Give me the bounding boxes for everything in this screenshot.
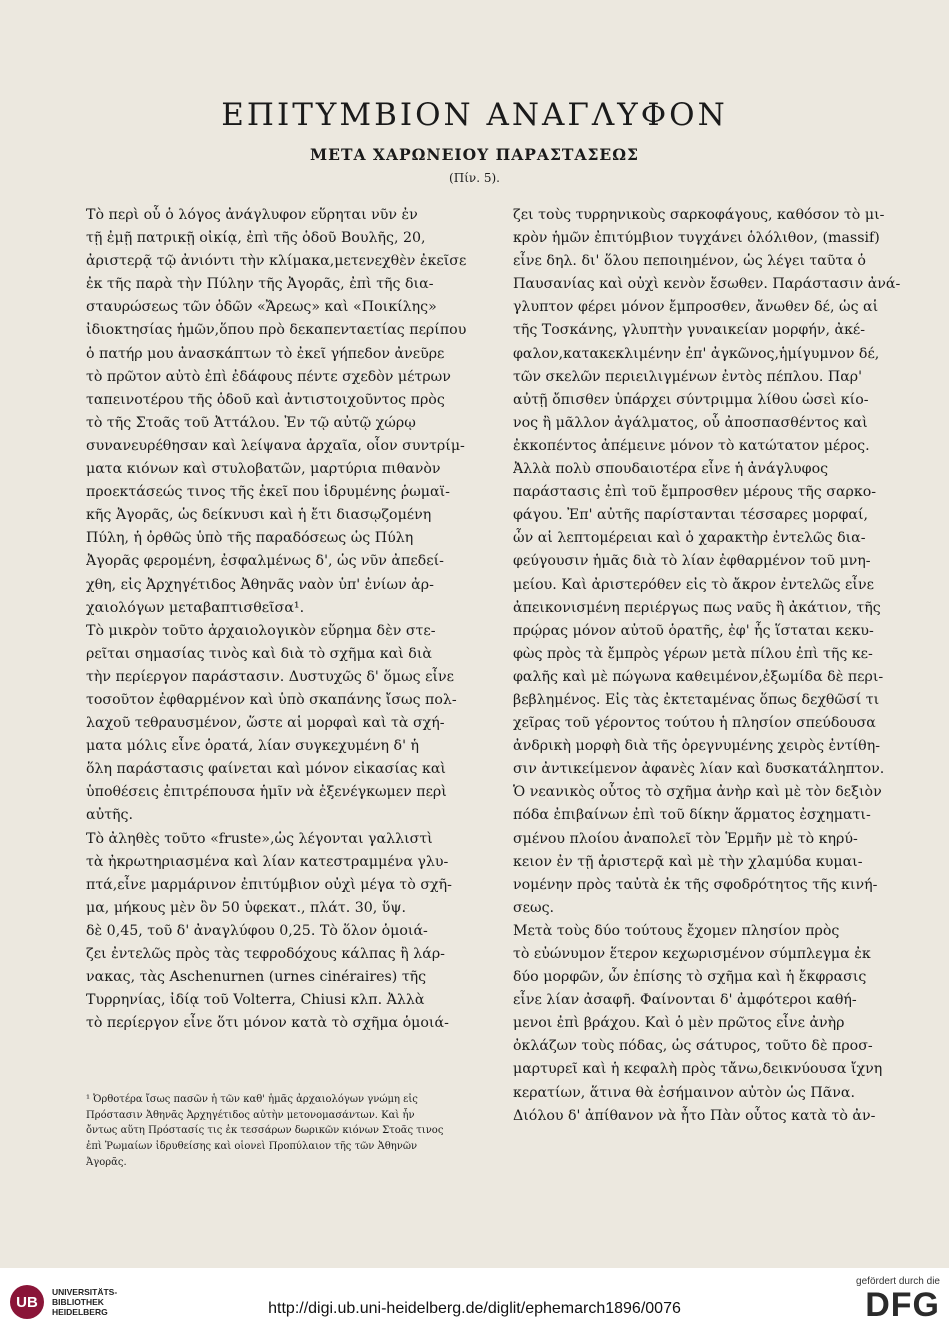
left-column bbox=[86, 204, 481, 1035]
text-line: ὑποθέσεις ἐπιτρέπουσα ἡμῖν νὰ ἐξενέγκωμεν περὶ bbox=[86, 784, 447, 801]
text-line: τὸ περίεργον εἶνε ὅτι μόνον κατὰ τὸ σχῆμα ὁμοιά- bbox=[86, 1015, 449, 1032]
text-line: προεκτάσεώς τινος τῆς ἐκεῖ που ἱδρυμένης ῥωμαϊ- bbox=[86, 484, 450, 501]
text-line: τῇ ἐμῇ πατρικῇ οἰκίᾳ, ἐπὶ τῆς ὁδοῦ Βουλῆς, 20, bbox=[86, 230, 426, 247]
text-line: πρῴρας μόνον αὐτοῦ ὁρατῆς, ἐφ' ἧς ἵσταται κεκυ- bbox=[513, 622, 874, 639]
text-line: ἀριστερᾷ τῷ ἀνιόντι τὴν κλίμακα,μετενεχθὲν ἐκεῖσε bbox=[86, 253, 467, 270]
text-line: ταπεινοτέρου τῆς ὁδοῦ καὶ ἀντιστοιχοῦντος πρὸς bbox=[86, 391, 445, 408]
text-line: παράστασις ἐπὶ τοῦ ἔμπροσθεν μέρους τῆς σαρκο- bbox=[513, 484, 877, 501]
text-line: Τὸ μικρὸν τοῦτο ἀρχαιολογικὸν εὕρημα δὲν στε- bbox=[86, 622, 436, 639]
plate-reference: (Πίν. 5). bbox=[449, 171, 500, 185]
text-line: μα, μήκους μὲν ὂν 50 ὑφεκατ., πλάτ. 30, ὕψ. bbox=[86, 899, 407, 916]
text-line: χαιολόγων μεταβαπτισθεῖσα¹. bbox=[86, 599, 305, 616]
text-line: ὅλη παράστασις φαίνεται καὶ μόνον εἰκασίας καὶ bbox=[86, 761, 446, 778]
text-line: τὸ εὐώνυμον ἕτερον κεχωρισμένον σύμπλεγμα ἐκ bbox=[513, 946, 871, 962]
text-line: μαρτυρεῖ καὶ ἡ κεφαλὴ πρὸς τἄνω,δεικνύουσα ἴχνη bbox=[513, 1061, 883, 1078]
text-line: εἶνε δηλ. δι' ὅλου πεποιημένον, ὡς λέγει ταῦτα ὁ bbox=[513, 253, 866, 270]
article-subtitle: ΜΕΤΑ ΧΑΡΩΝΕΙΟΥ ΠΑΡΑΣΤΑΣΕΩΣ bbox=[309, 145, 640, 164]
text-line: κρὸν ἡμῶν ἐπιτύμβιον τυγχάνει ὁλόλιθον, (massif) bbox=[513, 230, 880, 247]
dfg-logo[interactable] bbox=[842, 1276, 942, 1323]
right-column bbox=[513, 204, 908, 1128]
text-line: Τὸ ἀληθὲς τοῦτο «fruste»,ὡς λέγονται γαλλιστὶ bbox=[86, 830, 433, 847]
text-line: κῆς Ἀγορᾶς, ὡς δείκνυσι καὶ ἡ ἔτι διασῳζομένη bbox=[86, 507, 432, 524]
text-line: τῶν σκελῶν περιειλιγμένων ἐντὸς πέπλου. Παρ' bbox=[513, 368, 863, 385]
text-line: φαλον,κατακεκλιμένην ἐπ' ἀγκῶνος,ἡμίγυμνον δέ, bbox=[513, 345, 880, 362]
text-line: ὧν αἱ λεπτομέρειαι καὶ ὁ χαρακτὴρ ἐντελῶς δια- bbox=[513, 530, 866, 547]
footnote-line: Πρόστασιν Ἀθηνᾶς Ἀρχηγέτιδος αὐτὴν μετονομασάντων. Καὶ ἦν bbox=[86, 1109, 415, 1121]
text-line: νακας, τὰς Aschenurnen (urnes cinéraires) τῆς bbox=[86, 969, 427, 986]
text-line: μείου. Καὶ ἀριστερόθεν εἰς τὸ ἄκρον ἐντελῶς εἶνε bbox=[513, 576, 874, 593]
text-line: φεύγουσιν ἡμᾶς διὰ τὸ λίαν ἐφθαρμένον τοῦ μνη- bbox=[513, 553, 871, 570]
text-line: νος ἢ μᾶλλον ἀγάλματος, οὗ ἀποσπασθέντος καὶ bbox=[513, 414, 868, 431]
text-line: ὁ πατήρ μου ἀνασκάπτων τὸ ἐκεῖ γήπεδον ἀνεῦρε bbox=[86, 345, 445, 362]
text-line: Ἀλλὰ πολὺ σπουδαιοτέρα εἶνε ἡ ἀνάγλυφος bbox=[513, 461, 829, 478]
text-line: συνανευρέθησαν καὶ λείψανα ἀρχαῖα, οἷον συντρίμ- bbox=[86, 437, 465, 454]
text-line: αὐτῇ ὄπισθεν ὑπάρχει σύντριμμα λίθου ὡσεὶ κίο- bbox=[513, 391, 869, 408]
text-line: τὸ τῆς Στοᾶς τοῦ Ἀττάλου. Ἐν τῷ αὐτῷ χώρῳ bbox=[86, 414, 416, 431]
text-line: Ἀγορᾶς φερομένη, ἐσφαλμένως δ', ὡς νῦν ἀπεδεί- bbox=[86, 553, 444, 570]
footnote bbox=[86, 1086, 484, 1170]
text-line: κειον ἐν τῇ ἀριστερᾷ καὶ μὲ τὴν χλαμύδα κυμαι- bbox=[513, 853, 863, 870]
text-line: πτά,εἶνε μαρμάρινον ἐπιτύμβιον οὐχὶ μέγα τὸ σχῆ- bbox=[86, 876, 452, 893]
text-line: Τὸ περὶ οὗ ὁ λόγος ἀνάγλυφον εὕρηται νῦν ἐν bbox=[86, 207, 418, 223]
text-line: φὼς πρὸς τὰ ἔμπρὸς γέρων μετὰ πίλου ἐπὶ τῆς κε- bbox=[513, 645, 873, 662]
text-line: τοσοῦτον ἐφθαρμένον καὶ ὑπὸ σκαπάνης ἴσως πολ- bbox=[86, 691, 457, 708]
footnote-line: ὄντως αὕτη Πρόστασίς τις ἐκ τεσσάρων δωρικῶν κιόνων Στοᾶς τινος bbox=[86, 1125, 444, 1137]
text-line: Παυσανίας καὶ οὐχὶ κενὸν ἔσωθεν. Παράστασιν ἀνά- bbox=[513, 276, 901, 293]
text-line: ζει τοὺς τυρρηνικοὺς σαρκοφάγους, καθόσον τὸ μι- bbox=[513, 207, 885, 223]
text-line: τῆς Τοσκάνης, γλυπτὴν γυναικείαν μορφήν, ἀκέ- bbox=[513, 322, 866, 339]
text-line: δὲ 0,45, τοῦ δ' ἀναγλύφου 0,25. Τὸ ὅλον ὁμοιά- bbox=[86, 922, 428, 939]
dfg-wordmark: DFG bbox=[865, 1286, 940, 1324]
text-line: βεβλημένος. Εἰς τὰς ἐκτεταμένας ὅπως δεχθῶσί τι bbox=[513, 691, 880, 708]
article-title: ΕΠΙΤΥΜΒΙΟΝ ΑΝΑΓΛΥΦΟΝ bbox=[221, 97, 728, 133]
footnote-line: Ἀγορᾶς. bbox=[86, 1156, 127, 1168]
text-line: εἶνε λίαν ἀσαφῆ. Φαίνονται δ' ἀμφότεροι καθή- bbox=[513, 992, 857, 1009]
text-line: τὸ πρῶτον αὐτὸ ἐπὶ ἐδάφους πέντε σχεδὸν μέτρων bbox=[86, 368, 451, 385]
text-line: δύο μορφῶν, ὧν ἐπίσης τὸ σχῆμα καὶ ἡ ἔκφρασις bbox=[513, 969, 867, 986]
text-line: Τυρρηνίας, ἰδίᾳ τοῦ Volterra, Chiusi κλπ. Ἀλλὰ bbox=[86, 992, 425, 1009]
university-seal-icon: UB bbox=[10, 1285, 44, 1319]
text-line: Ὁ νεανικὸς οὗτος τὸ σχῆμα ἀνὴρ καὶ μὲ τὸν δεξιὸν bbox=[513, 784, 882, 801]
text-line: χθη, εἰς Ἀρχηγέτιδος Ἀθηνᾶς ναὸν ὑπ' ἐνίων ἀρ- bbox=[86, 576, 434, 593]
text-line: ὀκλάζων τοὺς πόδας, ὡς σάτυρος, τοῦτο δὲ προσ- bbox=[513, 1038, 873, 1055]
text-line: μενοι ἐπὶ βράχου. Καὶ ὁ μὲν πρῶτος εἶνε ἀνὴρ bbox=[513, 1015, 845, 1032]
text-line: νομένην πρὸς ταὐτὰ ἐκ τῆς σφοδρότητος τῆς κινή- bbox=[513, 876, 878, 893]
page-url[interactable]: http://digi.ub.uni-heidelberg.de/diglit/ephemarch1896/0076 bbox=[268, 1300, 681, 1317]
text-line: σμένου πλοίου ἀναπολεῖ τὸν Ἑρμῆν μὲ τὸ κηρύ- bbox=[513, 830, 858, 847]
library-name: UNIVERSITÄTS- BIBLIOTHEK HEIDELBERG bbox=[52, 1287, 118, 1317]
text-line: ματα μόλις εἶνε ὁρατά, λίαν συγκεχυμένη δ' ἡ bbox=[86, 738, 419, 755]
footnote-line: ¹ Ὀρθοτέρα ἴσως πασῶν ἡ τῶν καθ' ἡμᾶς ἀρχαιολόγων γνώμη εἰς bbox=[86, 1094, 418, 1105]
text-line: ρεῖται σημασίας τινὸς καὶ διὰ τὸ σχῆμα καὶ διὰ bbox=[86, 645, 432, 662]
text-line: κερατίων, ἅτινα θὰ ἐσήμαινον αὐτὸν ὡς Πᾶνα. bbox=[513, 1084, 855, 1101]
text-line: γλυπτον φέρει μόνον ἔμπροσθεν, ἄνωθεν δέ, ὡς αἱ bbox=[513, 299, 879, 316]
text-line: σεως. bbox=[513, 899, 555, 916]
funded-by-label: gefördert durch die bbox=[856, 1276, 940, 1287]
text-line: πόδα ἐπιβαίνων ἐπὶ τοῦ δίκην ἅρματος ἐσχηματι- bbox=[513, 807, 871, 824]
text-line: λαχοῦ τεθραυσμένον, ὥστε αἱ μορφαὶ καὶ τὰ σχή- bbox=[86, 715, 445, 732]
text-line: ματα κιόνων καὶ στυλοβατῶν, μαρτύρια πιθανὸν bbox=[86, 461, 441, 478]
text-line: φάγου. Ἐπ' αὐτῆς παρίστανται τέσσαρες μορφαί, bbox=[513, 507, 869, 524]
text-line: σιν ἀντικείμενον ἀφανὲς λίαν καὶ δυσκατάληπτον. bbox=[513, 761, 885, 778]
text-line: τὰ ἠκρωτηριασμένα καὶ λίαν κατεστραμμένα γλυ- bbox=[86, 853, 449, 870]
text-line: Διόλου δ' ἀπίθανον νὰ ἦτο Πὰν οὗτος κατὰ τὸ ἀν- bbox=[513, 1107, 876, 1124]
text-line: τὴν περίεργον παράστασιν. Δυστυχῶς δ' ὅμως εἶνε bbox=[86, 668, 455, 685]
text-line: φαλῆς καὶ μὲ πώγωνα καθειμένον,ἐξωμίδα δὲ περι- bbox=[513, 668, 884, 685]
text-line: αὐτῆς. bbox=[86, 807, 134, 824]
text-line: σταυρώσεως τῶν ὁδῶν «Ἄρεως» καὶ «Ποικίλης» bbox=[86, 299, 437, 316]
text-line: ἀνδρικὴ μορφὴ διὰ τῆς ὀρεγνυμένης χειρὸς ἐντίθη- bbox=[513, 738, 881, 755]
text-line: ἐκ τῆς παρὰ τὴν Πύλην τῆς Ἀγορᾶς, ἐπὶ τῆς δια- bbox=[86, 276, 434, 293]
text-line: ἰδιοκτησίας ἡμῶν,ὅπου πρὸ δεκαπενταετίας περίπου bbox=[86, 322, 467, 339]
text-line: Μετὰ τοὺς δύο τούτους ἔχομεν πλησίον πρὸς bbox=[513, 922, 840, 939]
footnote-line: ἐπὶ Ῥωμαίων ἱδρυθείσης καὶ οἱονεὶ Προπύλαιον τῆς τῶν Ἀθηνῶν bbox=[86, 1141, 418, 1153]
text-line: χεῖρας τοῦ γέροντος τούτου ἡ πλησίον σπεύδουσα bbox=[513, 715, 876, 732]
text-line: ζει ἐντελῶς πρὸς τὰς τεφροδόχους κάλπας ἢ λάρ- bbox=[86, 946, 445, 962]
text-line: Πύλη, ἡ ὀρθῶς ὑπὸ τῆς παραδόσεως ὡς Πύλη bbox=[86, 530, 414, 547]
text-line: ἀπεικονισμένη περιέργως πως ναῦς ἢ ἀκάτιον, τῆς bbox=[513, 599, 881, 616]
text-line: ἐκκοπέντος ἀπέμεινε μόνον τὸ κατώτατον μέρος. bbox=[513, 437, 870, 454]
